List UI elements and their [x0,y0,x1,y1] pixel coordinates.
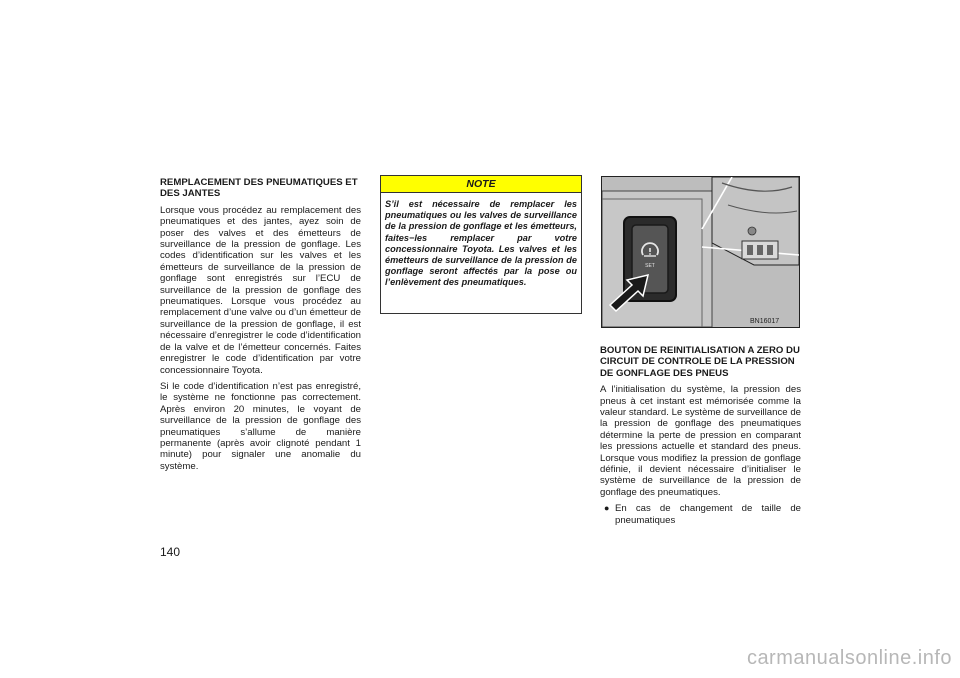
paragraph-replacement: Lorsque vous procédez au remplacement des pneumatiques et des jantes, ayez soin de poser des valves et des émetteurs de surveillance de la pression de gonflage. Les codes d’identification sur les valves et les émetteurs de surveillance de la pression de gonflage sont enregistrés sur l’ECU de surveillance de la pression de gonflage des pneumatiques. Lorsque vous procédez au remplacement d’une valve ou d’un émetteur de surveillance de la pression de gonflage, il est nécessaire d’enregistrer le code d’identification de la valve et de l’émetteur concernés. Faites enregistrer le code d’identification par votre concessionnaire Toyota. [160,204,361,376]
right-column [600,345,801,526]
paragraph-id-code: Si le code d’identification n’est pas enregistré, le système ne fonctionne pas correctement. Après environ 20 minutes, le voyant de surveillance de la pression de gonflage des pneumatiques s’allume de manière permanente (après avoir clignoté pendant 1 minute) pour signaler une anomalie du système. [160,380,361,472]
dashboard-illustration [602,177,799,327]
note-box [380,175,582,314]
bullet-text: En cas de changement de taille de pneumatiques [615,503,801,526]
note-title: NOTE [381,176,581,193]
section-heading-tire-replacement: REMPLACEMENT DES PNEUMATIQUES ET DES JANTES [160,177,358,200]
page-number: 140 [160,545,181,559]
section-heading-reset-button: BOUTON DE REINITIALISATION A ZERO DU CIRCUIT DE CONTROLE DE LA PRESSION DE GONFLAGE DES PNEUS [600,345,800,379]
note-text: S’il est nécessaire de remplacer les pneumatiques ou les valves de surveillance de la pression de gonflage et les émetteurs, faites−les remplacer par votre concessionnaire Toyota. Les valves et les émetteurs de surveillance de la pression de gonflage seront affectés par la pose ou l’enlèvement des pneumatiques. [385,199,577,288]
reset-button-figure [601,176,800,328]
watermark: carmanualsonline.info [746,647,952,669]
bullet-dot-icon: ● [604,503,610,514]
figure-code: BN16017 [750,318,780,325]
left-column [160,177,361,477]
paragraph-initialisation: A l’initialisation du système, la pression des pneus à cet instant est mémorisée comme la valeur standard. Le système de surveillance de la pression de gonflage des pneumatiques détermine la perte de pression en comparant les pressions actuelle et standard des pneus. Lorsque vous modifiez la pression de gonflage définie, il devient nécessaire d’initialiser le système de surveillance de la pression de gonflage des pneumatiques. [600,384,801,498]
set-label: SET [645,263,655,269]
bullet-item [604,503,801,526]
